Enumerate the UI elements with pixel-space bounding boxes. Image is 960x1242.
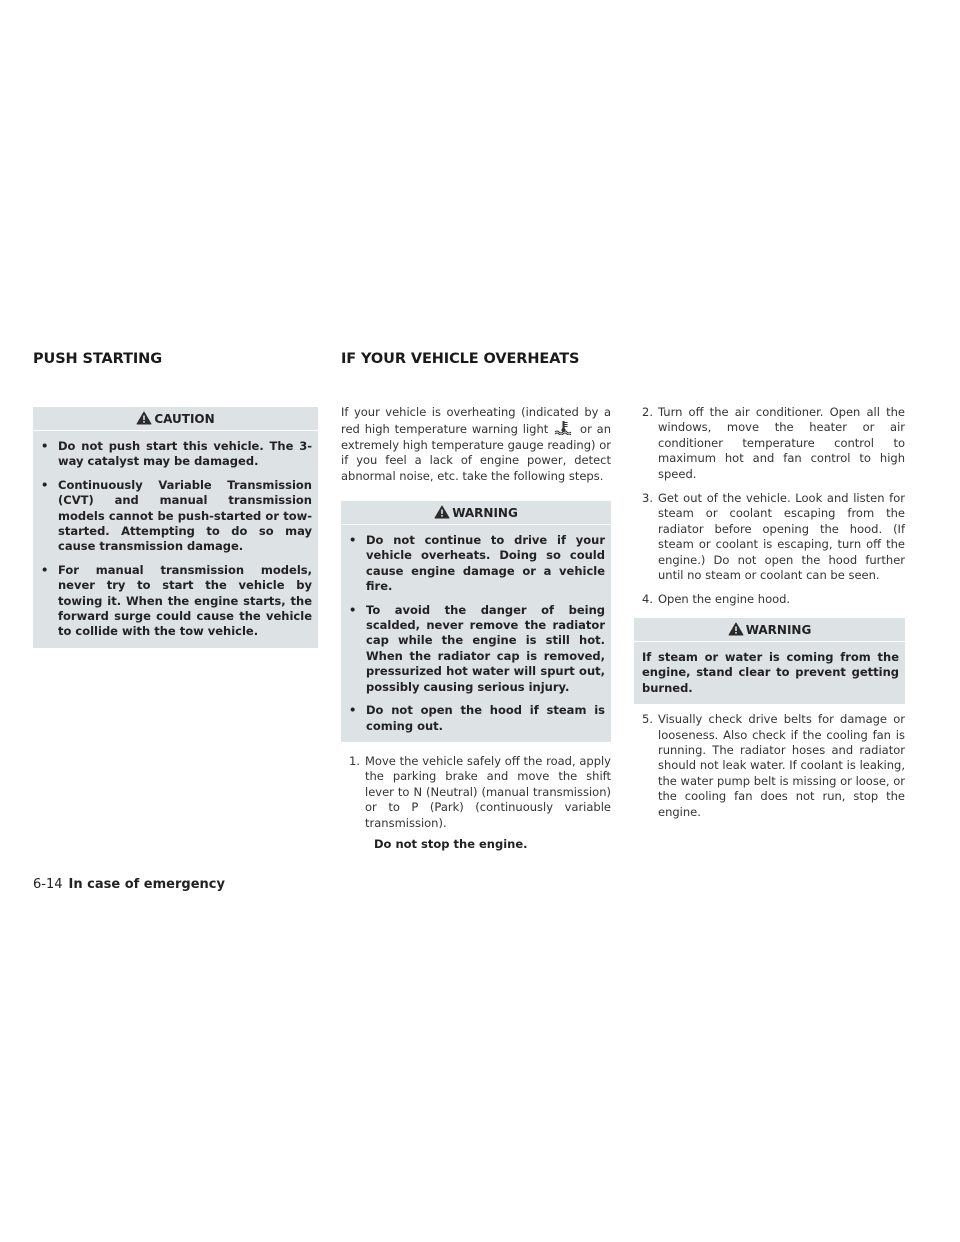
warning-triangle-icon <box>728 622 744 636</box>
bullet-item <box>41 563 312 640</box>
step-text: Visually check drive belts for damage or looseness. Also check if the cooling fan is running. The radiator hoses and radiator should not leak water. If coolant is leaking, the water pump belt is missing or loose, or the cooling fan does not run, stop the engine. <box>658 712 905 819</box>
bullet-item <box>41 439 312 470</box>
bullet-text: For manual transmission models, never try to start the vehicle by towing it. When the engine starts, the forward surge could cause the vehicle to collide with the tow vehicle. <box>58 562 312 639</box>
section-heading-overheats: IF YOUR VEHICLE OVERHEATS <box>341 351 580 367</box>
bullet-text: Do not continue to drive if your vehicle overheats. Doing so could cause engine damage or a vehicle fire. <box>366 533 605 594</box>
caution-box <box>33 407 318 648</box>
step-item <box>634 592 905 607</box>
steps-list-b <box>634 405 905 608</box>
step1-note: Do not stop the engine. <box>374 836 528 851</box>
warning-title-2: WARNING <box>745 622 812 637</box>
step-text: Turn off the air conditioner. Open all the windows, move the heater or air conditioner temperature control to maximum hot and fan control to high speed. <box>658 405 905 481</box>
bullet-item <box>349 703 605 734</box>
bullet-text: To avoid the danger of being scalded, never remove the radiator cap while the engine is still hot. When the radiator cap is removed, pressurized hot water will spurt out, possibly causing serious injury. <box>366 602 605 694</box>
bullet-dot: • <box>349 602 357 617</box>
warning-list-1 <box>349 533 605 734</box>
step-item <box>341 754 611 831</box>
step-item <box>634 491 905 583</box>
warning-triangle-icon <box>434 505 450 519</box>
step-number: 3. <box>642 491 653 506</box>
right-column <box>634 405 905 829</box>
step-number: 5. <box>642 712 653 727</box>
step-text: Get out of the vehicle. Look and listen for steam or coolant escaping from the radiator before opening the hood. (If steam or coolant is escaping, turn off the engine.) Do not open the hood further until no steam or coolant can be seen. <box>658 491 905 583</box>
warning-header-1 <box>341 501 611 525</box>
caution-header <box>33 407 318 431</box>
warning-2-text: If steam or water is coming from the engine, stand clear to prevent getting burned. <box>642 649 899 695</box>
warning-title-1: WARNING <box>452 506 518 521</box>
bullet-dot: • <box>349 533 357 548</box>
step-item <box>634 405 905 482</box>
step-text: Move the vehicle safely off the road, apply the parking brake and move the shift lever to N (Neutral) (manual transmission) or to P (Park) (continuously variable transmission). <box>365 753 611 830</box>
bullet-dot: • <box>349 703 357 718</box>
warning-header-2 <box>634 618 905 642</box>
bullet-item <box>41 478 312 555</box>
intro-paragraph: If your vehicle is overheating (indicated by a red high temperature warning light or an extremely high temperature gauge reading) or if you feel a lack of engine power, detect abnormal noise, etc. take the following steps. <box>341 405 612 483</box>
section-heading-push-starting: PUSH STARTING <box>33 351 162 367</box>
step-number: 4. <box>642 592 653 607</box>
steps-list-c <box>634 712 905 820</box>
warning-triangle-icon <box>136 411 152 425</box>
caution-title: CAUTION <box>154 412 215 426</box>
caution-list <box>41 439 312 640</box>
step-number: 1. <box>349 753 360 768</box>
steps-list-a <box>341 754 611 831</box>
warning-box-2 <box>634 618 905 704</box>
step-text: Open the engine hood. <box>658 592 791 607</box>
bullet-dot: • <box>41 477 49 492</box>
bullet-text: Do not open the hood if steam is coming out. <box>366 703 605 733</box>
warning-box-1 <box>341 501 611 742</box>
bullet-item <box>349 603 605 695</box>
bullet-item <box>349 533 605 595</box>
bullet-text: Continuously Variable Transmission (CVT) and manual transmission models cannot be push-started or tow-started. Attempting to do so may cause transmission damage. <box>58 477 312 554</box>
bullet-dot: • <box>41 562 49 577</box>
page-footer <box>33 877 225 892</box>
high-temperature-warning-icon <box>553 420 575 435</box>
bullet-text: Do not push start this vehicle. The 3-way catalyst may be damaged. <box>58 439 312 469</box>
section-name: In case of emergency <box>68 877 225 892</box>
step-number: 2. <box>642 405 653 419</box>
page-number: 6-14 <box>33 877 63 892</box>
step-item <box>634 712 905 820</box>
bullet-dot: • <box>41 439 49 453</box>
middle-column <box>341 405 611 851</box>
